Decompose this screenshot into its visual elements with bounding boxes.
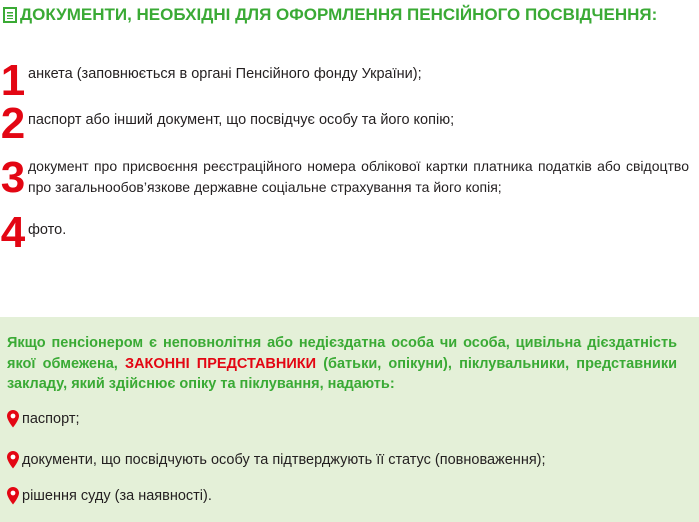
info-box-item-3 — [7, 486, 212, 506]
info-box-item-text: документи, що посвідчують особу та підтверджують її статус (повноваження); — [22, 452, 546, 468]
requirement-item-4 — [0, 208, 689, 257]
page-header — [3, 4, 657, 26]
requirement-text: документ про присвоєння реєстраційного номера облікової картки платника податків або свідоцтво про загальнообов’язкове державне соціальне страхування та його копія; — [28, 158, 689, 195]
requirement-text: фото. — [28, 222, 67, 238]
info-box-intro — [7, 333, 677, 395]
requirement-item-2 — [0, 99, 689, 148]
info-box-item-text: паспорт; — [22, 411, 80, 427]
requirement-text: паспорт або інший документ, що посвідчує особу та його копію; — [28, 112, 455, 128]
requirement-item-1 — [0, 56, 689, 105]
requirement-text: анкета (заповнюється в органі Пенсійного фонду України); — [28, 66, 422, 82]
legal-representatives-highlight: ЗАКОННІ ПРЕДСТАВНИКИ — [125, 355, 317, 372]
requirement-number: 1 — [0, 56, 26, 105]
info-box-item-2 — [7, 450, 546, 470]
page-title: ДОКУМЕНТИ, НЕОБХІДНІ ДЛЯ ОФОРМЛЕННЯ ПЕНСІЙНОГО ПОСВІДЧЕННЯ: — [20, 5, 658, 24]
requirement-number: 2 — [0, 99, 26, 148]
info-box-intro-text: Якщо пенсіонером є неповнолітня або недієздатна особа чи особа, цивільна дієздатність якої обмежена, — [7, 335, 677, 372]
location-pin-icon — [7, 410, 19, 428]
location-pin-icon — [7, 487, 19, 505]
info-box-intro-text-end: (батьки, опікуни), піклувальники, представники закладу, який здійснює опіку та піклування, надають: — [7, 355, 677, 392]
document-icon — [3, 7, 17, 23]
requirement-number: 4 — [0, 208, 26, 257]
info-box-item-text: рішення суду (за наявності). — [22, 488, 212, 504]
requirement-number: 3 — [0, 153, 26, 202]
requirement-item-3 — [0, 153, 689, 202]
location-pin-icon — [7, 451, 19, 469]
info-box-item-1 — [7, 409, 80, 429]
